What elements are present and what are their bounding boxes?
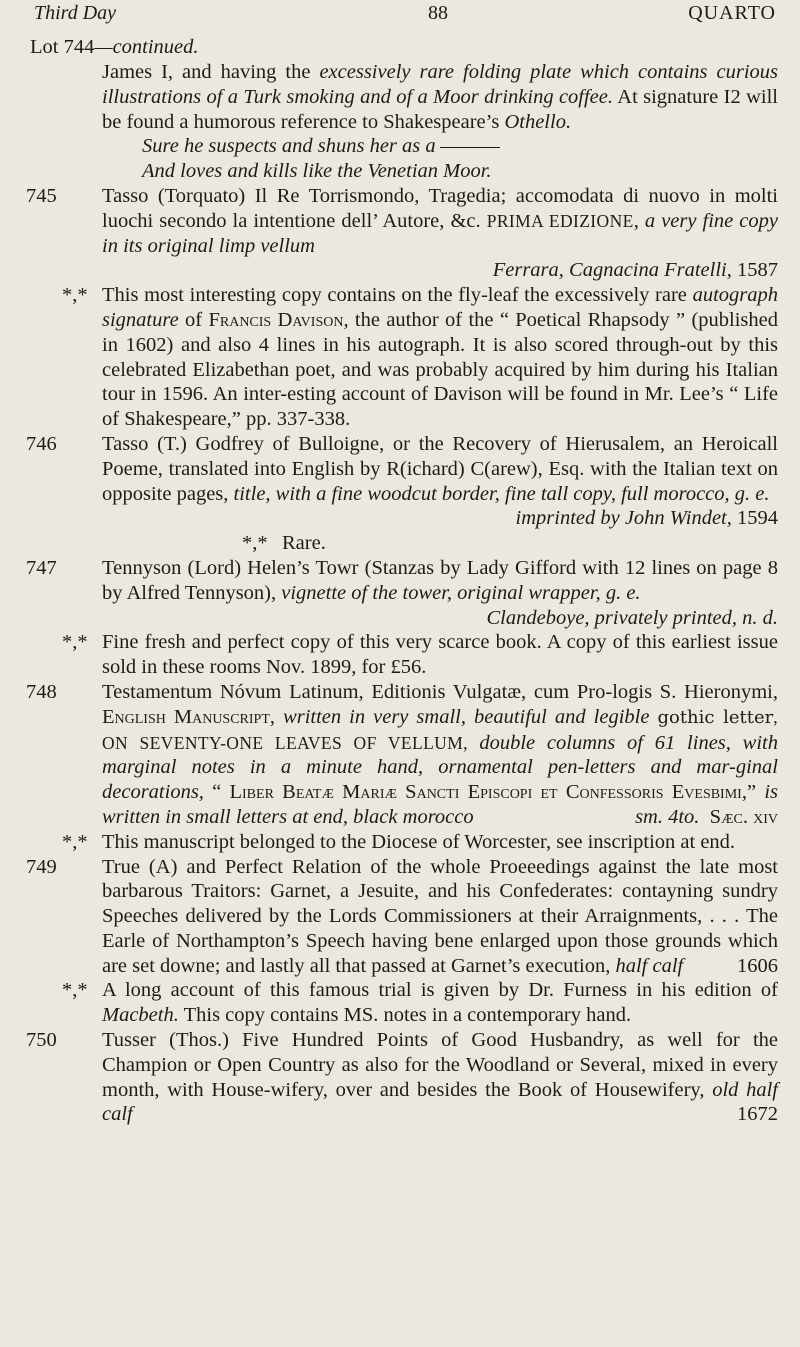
lot-number: 746 <box>26 432 57 455</box>
continuation-label: Lot 744 <box>30 36 95 58</box>
lot-748-sep: , <box>269 705 284 728</box>
note-text: Fine fresh and perfect copy of this very scarce book. A copy of this earliest issue sold in these rooms Nov. 1899, for £56. <box>102 631 778 679</box>
lot-745-sep: , <box>633 209 645 232</box>
lot-744-continued <box>102 60 778 184</box>
note-mark: *,* <box>62 830 88 853</box>
lot-749 <box>26 855 778 1029</box>
lot-745-edition: PRIMA EDIZIONE <box>486 210 634 231</box>
lot-749-date: 1606 <box>737 954 778 977</box>
lot-748-gothic: gothic letter <box>657 706 774 728</box>
lot-number: 748 <box>26 680 57 703</box>
continuation-suffix: —continued. <box>94 36 199 58</box>
verse-line-1-text: Sure he suspects and shuns her as a <box>142 135 436 158</box>
lot-748-inscription: Liber Beatæ Mariæ Sancti Episcopi et Confessoris Evesbimi, <box>229 781 747 804</box>
lot-749-title: True (A) and Perfect Relation of the whole Proeeedings against the late most barbarous Traitors: Garnet, a Jesuite, and his Confederates: contayning sundry Speeches delivered by the Lords Commissioners at their Arraignments, . . . The Earle of Northampton’s Speech having bene enlarged upon those grounds which are set downe; and lastly all that passed at Garnet’s execution, <box>102 855 778 977</box>
lot-745-imprint <box>102 258 778 283</box>
lot-750-title: Tusser (Thos.) Five Hundred Points of Good Husbandry, as well for the Champion or Open Country as also for the Woodland or Several, mixed in every month, with House-wifery, over and besides the Book of Housewifery, <box>102 1029 778 1101</box>
continuation-heading <box>0 34 800 60</box>
lot-744-description: excessively rare folding plate which contains curious illustrations of a Turk smoking and of a Moor drinking coffee. <box>102 61 778 108</box>
lot-745-title: Tasso (Torquato) Il Re Torrismondo, Tragedia; accomodata di nuovo in molti luochi secondo la intentione dell’ Autore, &c. <box>102 184 778 232</box>
running-header <box>30 2 776 32</box>
note-text: This most interesting copy contains on the fly-leaf the excessively rare <box>102 284 693 307</box>
header-day: Third Day <box>34 2 117 24</box>
lot-744-text-2: At signature I2 will be found a humorous reference to Shakespeare’s <box>102 85 778 133</box>
lot-744-othello: Othello. <box>504 110 572 133</box>
note-text-2: This copy contains MS. notes in a contemporary hand. <box>178 1004 632 1027</box>
lot-746-note <box>102 531 778 556</box>
verse-line-1 <box>102 134 778 159</box>
lot-749-binding: half calf <box>615 954 684 977</box>
lot-746-title: Tasso (T.) Godfrey of Bulloigne, or the Recovery of Hierusalem, an Heroicall Poeme, translated into English by R(ichard) C(arew), Esq. with the Italian text on opposite pages, <box>102 432 778 505</box>
lot-number: 745 <box>26 184 57 207</box>
lot-number: 747 <box>26 556 57 579</box>
note-text: This manuscript belonged to the Diocese of Worcester, see inscription at end. <box>102 830 736 853</box>
lot-746-condition: title, with a fine woodcut border, fine tall copy, full morocco, g. e. <box>233 482 770 505</box>
lot-750-binding: old half calf <box>102 1078 779 1126</box>
note-author-name: Francis Davison <box>208 308 344 331</box>
lot-746-printer: imprinted by John Windet, <box>515 507 732 530</box>
note-mark: *,* <box>242 532 268 555</box>
note-macbeth: Macbeth. <box>102 1004 179 1027</box>
lot-748-imprint <box>635 805 778 830</box>
note-autograph: autograph signature <box>102 284 778 331</box>
note-text: Rare. <box>282 532 326 555</box>
lot-748-description: written in very small, beautiful and legible <box>283 705 650 728</box>
note-mark: *,* <box>62 979 88 1002</box>
page-body <box>0 34 800 1127</box>
lot-748-quote-close: ” <box>746 781 765 804</box>
lot-748 <box>26 680 779 855</box>
lot-748-binding: is written in small letters at end, black morocco <box>102 781 778 828</box>
lot-745-printer: Ferrara, Cagnacina Fratelli, <box>492 259 732 282</box>
lot-748-leaves: , ON SEVENTY-ONE LEAVES OF VELLUM, <box>102 706 779 753</box>
lot-748-manuscript: English Manuscript <box>102 705 270 728</box>
note-mark: *,* <box>62 631 88 654</box>
lot-747-title: Tennyson (Lord) Helen’s Towr (Stanzas by Lady Gifford with 12 lines on page 8 by Alfred Tennyson), <box>102 556 778 604</box>
lot-746-date: 1594 <box>737 507 778 530</box>
page-number: 88 <box>428 2 448 24</box>
header-format: QUARTO <box>688 2 776 24</box>
lot-748-note <box>62 830 778 855</box>
lot-749-note <box>62 978 778 1028</box>
lot-748-title: Testamentum Nóvum Latinum, Editionis Vulgatæ, cum Pro-logis S. Hieronymi, <box>102 680 778 703</box>
lot-748-quote-open: “ <box>203 781 230 804</box>
verse-dash <box>440 147 500 148</box>
lot-745-condition: a very fine copy in its original limp vellum <box>102 209 779 257</box>
note-text-3: , the author of the “ Poetical Rhapsody ” (published in 1602) and also 4 lines in his autograph. It is also scored through-out by this celebrated Elizabethan poet, and was probably acquired by him during his Italian tour in 1596. An inter-esting account of Davison will be found in Mr. Lee’s “ Life of Shakespeare,” pp. 337-338. <box>102 308 778 431</box>
lot-747-note <box>62 630 778 680</box>
lot-750-date: 1672 <box>737 1103 778 1126</box>
lot-745-date: 1587 <box>737 259 778 282</box>
lot-746-imprint <box>102 506 778 531</box>
lot-746 <box>26 432 778 556</box>
verse-line-2: And loves and kills like the Venetian Moor. <box>142 160 492 183</box>
lot-744-text: James I, and having the <box>102 61 320 83</box>
note-text: A long account of this famous trial is given by Dr. Furness in his edition of <box>102 979 778 1002</box>
lot-748-size: sm. 4to. <box>635 805 700 828</box>
lot-747 <box>26 556 778 680</box>
lot-748-date: Sæc. xiv <box>709 805 778 828</box>
note-mark: *,* <box>62 284 88 307</box>
lot-number: 749 <box>26 855 57 878</box>
lot-748-decorations: double columns of 61 lines, with marginal notes in a minute hand, ornamental pen-letters and mar-ginal decorations, <box>102 731 778 804</box>
note-text-2: of <box>178 308 209 331</box>
lot-745-note <box>62 283 778 432</box>
lot-750 <box>26 1028 779 1127</box>
lot-747-imprint: Clandeboye, privately printed, n. d. <box>486 606 778 629</box>
lot-745 <box>26 184 779 432</box>
lot-747-condition: vignette of the tower, original wrapper, g. e. <box>281 581 641 604</box>
lot-number: 750 <box>26 1029 57 1052</box>
